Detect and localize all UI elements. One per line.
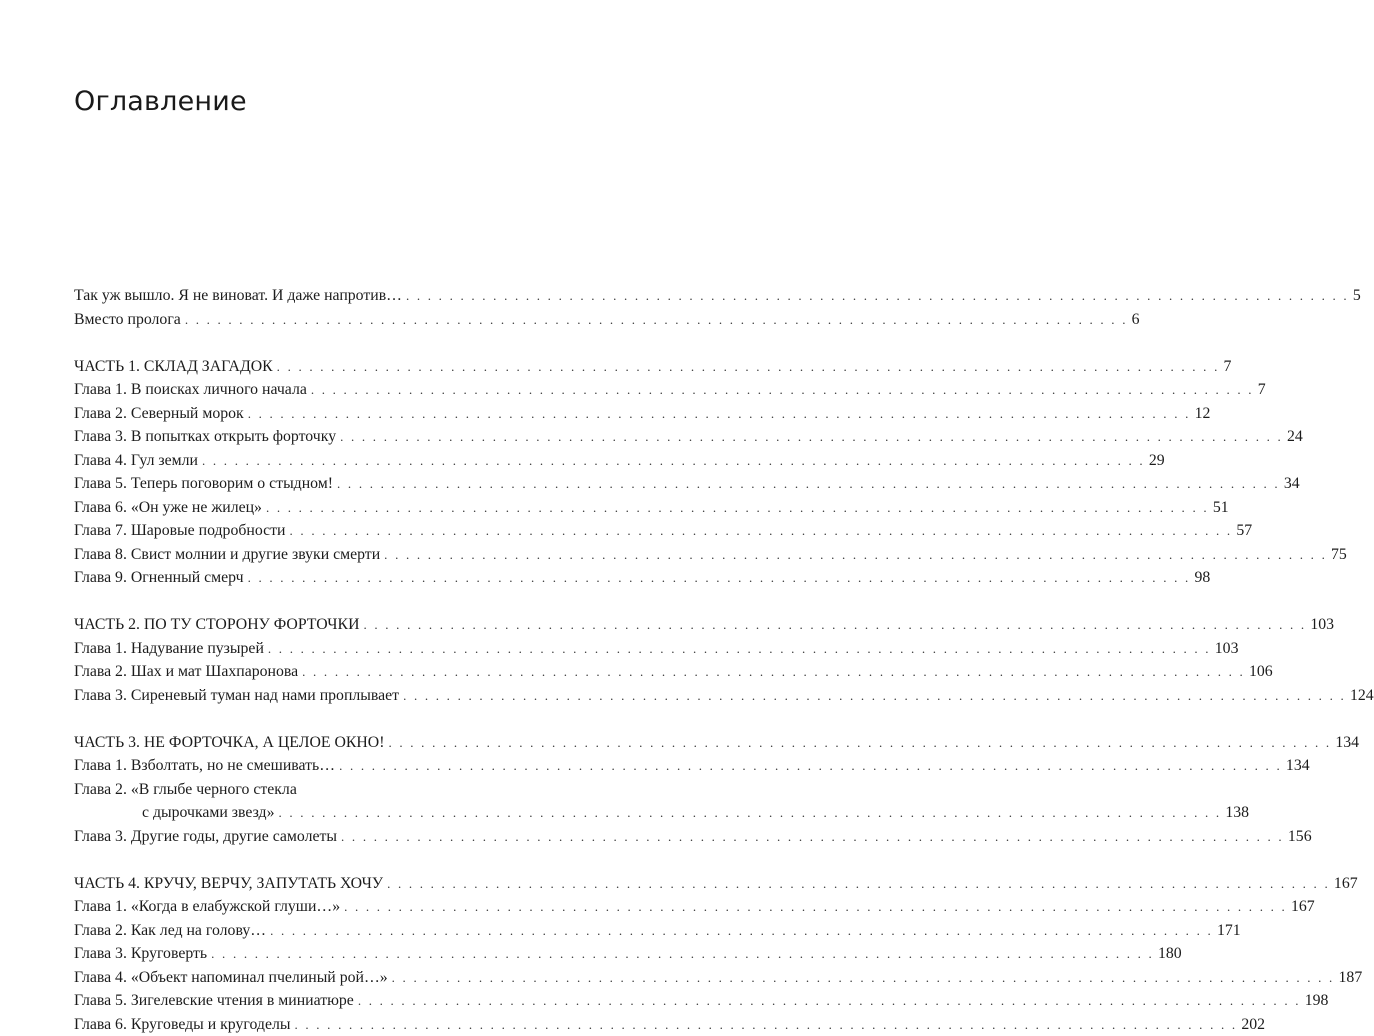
toc-entry[interactable] [74, 425, 526, 449]
toc-page-number: 34 [1284, 472, 1300, 496]
toc-entry[interactable] [74, 989, 526, 1013]
toc-entry[interactable] [74, 402, 526, 426]
toc-page-number: 6 [1132, 308, 1140, 332]
section-gap [74, 848, 526, 872]
toc-page-number: 202 [1241, 1013, 1265, 1036]
dot-leader: . . . . . . . . . . . . . . . . . . . . . . . . . . . . . . . . . . . . . . . . . . . . . . . . . . . . . . . . . . . . . . . . . . . . . . . . . . . . . . . . . . . . . . . [363, 613, 1306, 637]
toc-entry[interactable] [74, 731, 526, 755]
section-gap [74, 590, 526, 614]
dot-leader: . . . . . . . . . . . . . . . . . . . . . . . . . . . . . . . . . . . . . . . . . . . . . . . . . . . . . . . . . . . . . . . . . . . . . . . . . . . . . . . . . . . . . . . [358, 989, 1301, 1013]
toc-entry-title: ЧАСТЬ 3. НЕ ФОРТОЧКА, А ЦЕЛОЕ ОКНО! [74, 731, 384, 755]
toc-page-number: 103 [1215, 637, 1239, 661]
dot-leader: . . . . . . . . . . . . . . . . . . . . . . . . . . . . . . . . . . . . . . . . . . . . . . . . . . . . . . . . . . . . . . . . . . . . . . . . . . . . . . . . . . . . . . . [268, 637, 1211, 661]
toc-entry-title: Так уж вышло. Я не виноват. И даже напротив… [74, 284, 402, 308]
toc-page-number: 187 [1339, 966, 1363, 990]
toc-entry[interactable] [74, 472, 526, 496]
toc-entry-title[interactable]: Глава 2. «В глыбе черного стекла [74, 778, 526, 802]
toc-entry-title: Глава 7. Шаровые подробности [74, 519, 286, 543]
toc-page-number: 24 [1287, 425, 1303, 449]
toc-page-number: 167 [1334, 872, 1358, 896]
toc-entry-title: Глава 1. «Когда в елабужской глуши…» [74, 895, 340, 919]
toc-entry-title: Глава 2. Как лед на голову… [74, 919, 266, 943]
toc-entry-title: Глава 5. Теперь поговорим о стыдном! [74, 472, 333, 496]
toc-page-number: 5 [1353, 284, 1361, 308]
toc-entry[interactable] [74, 519, 526, 543]
toc-entry-title: Глава 3. В попытках открыть форточку [74, 425, 336, 449]
toc-page-number: 167 [1291, 895, 1315, 919]
toc-entry-title: ЧАСТЬ 2. ПО ТУ СТОРОНУ ФОРТОЧКИ [74, 613, 359, 637]
toc-entry-title: Глава 4. Гул земли [74, 449, 198, 473]
toc-entry[interactable] [74, 449, 526, 473]
dot-leader: . . . . . . . . . . . . . . . . . . . . . . . . . . . . . . . . . . . . . . . . . . . . . . . . . . . . . . . . . . . . . . . . . . . . . . . . . . . . . . . . . . . . . . . [211, 942, 1154, 966]
toc-page-number: 7 [1258, 378, 1266, 402]
dot-leader: . . . . . . . . . . . . . . . . . . . . . . . . . . . . . . . . . . . . . . . . . . . . . . . . . . . . . . . . . . . . . . . . . . . . . . . . . . . . . . . . . . . . . . . [337, 472, 1280, 496]
toc-entry[interactable] [74, 543, 526, 567]
toc-entry-title: Глава 3. Сиреневый туман над нами проплывает [74, 684, 399, 708]
toc-entry[interactable] [74, 308, 526, 332]
dot-leader: . . . . . . . . . . . . . . . . . . . . . . . . . . . . . . . . . . . . . . . . . . . . . . . . . . . . . . . . . . . . . . . . . . . . . . . . . . . . . . . . . . . . . . . [185, 308, 1128, 332]
toc-entry[interactable] [74, 919, 526, 943]
section-gap [74, 331, 526, 355]
dot-leader: . . . . . . . . . . . . . . . . . . . . . . . . . . . . . . . . . . . . . . . . . . . . . . . . . . . . . . . . . . . . . . . . . . . . . . . . . . . . . . . . . . . . . . . [311, 378, 1254, 402]
toc-entry-title: Глава 9. Огненный смерч [74, 566, 244, 590]
toc-entry[interactable] [74, 895, 526, 919]
toc-entry[interactable] [74, 966, 526, 990]
toc-entry[interactable] [74, 872, 526, 896]
toc-entry-title-continuation: с дырочками звезд» [74, 801, 275, 825]
dot-leader: . . . . . . . . . . . . . . . . . . . . . . . . . . . . . . . . . . . . . . . . . . . . . . . . . . . . . . . . . . . . . . . . . . . . . . . . . . . . . . . . . . . . . . . [277, 355, 1220, 379]
toc-entry-title: Глава 3. Круговерть [74, 942, 207, 966]
toc-entry-title: ЧАСТЬ 4. КРУЧУ, ВЕРЧУ, ЗАПУТАТЬ ХОЧУ [74, 872, 383, 896]
toc-entry-title: Глава 2. Шах и мат Шахпаронова [74, 660, 298, 684]
toc-entry[interactable] [74, 801, 526, 825]
toc-entry[interactable] [74, 496, 526, 520]
toc-page-number: 124 [1350, 684, 1374, 708]
toc-page-number: 98 [1194, 566, 1210, 590]
toc-entry-title: Глава 6. Круговеды и кругоделы [74, 1013, 290, 1036]
toc-page-number: 75 [1331, 543, 1347, 567]
toc-page-number: 138 [1225, 801, 1249, 825]
dot-leader: . . . . . . . . . . . . . . . . . . . . . . . . . . . . . . . . . . . . . . . . . . . . . . . . . . . . . . . . . . . . . . . . . . . . . . . . . . . . . . . . . . . . . . . [266, 496, 1209, 520]
dot-leader: . . . . . . . . . . . . . . . . . . . . . . . . . . . . . . . . . . . . . . . . . . . . . . . . . . . . . . . . . . . . . . . . . . . . . . . . . . . . . . . . . . . . . . . [392, 966, 1335, 990]
toc-entry[interactable] [74, 825, 526, 849]
toc-entry-title: Глава 1. В поисках личного начала [74, 378, 307, 402]
toc-entry-title: Глава 2. Северный морок [74, 402, 244, 426]
table-of-contents [74, 284, 526, 1036]
dot-leader: . . . . . . . . . . . . . . . . . . . . . . . . . . . . . . . . . . . . . . . . . . . . . . . . . . . . . . . . . . . . . . . . . . . . . . . . . . . . . . . . . . . . . . . [279, 801, 1222, 825]
toc-entry[interactable] [74, 637, 526, 661]
toc-entry[interactable] [74, 613, 526, 637]
toc-entry-title: Глава 4. «Объект напоминал пчелиный рой…» [74, 966, 388, 990]
dot-leader: . . . . . . . . . . . . . . . . . . . . . . . . . . . . . . . . . . . . . . . . . . . . . . . . . . . . . . . . . . . . . . . . . . . . . . . . . . . . . . . . . . . . . . . [406, 284, 1349, 308]
toc-page-number: 57 [1236, 519, 1252, 543]
toc-page [0, 0, 644, 1000]
toc-entry[interactable] [74, 942, 526, 966]
dot-leader: . . . . . . . . . . . . . . . . . . . . . . . . . . . . . . . . . . . . . . . . . . . . . . . . . . . . . . . . . . . . . . . . . . . . . . . . . . . . . . . . . . . . . . . [202, 449, 1145, 473]
toc-entry[interactable] [74, 754, 526, 778]
section-gap [74, 707, 526, 731]
toc-page-number: 180 [1158, 942, 1182, 966]
dot-leader: . . . . . . . . . . . . . . . . . . . . . . . . . . . . . . . . . . . . . . . . . . . . . . . . . . . . . . . . . . . . . . . . . . . . . . . . . . . . . . . . . . . . . . . [248, 402, 1191, 426]
toc-page-number: 134 [1286, 754, 1310, 778]
toc-entry-title: Глава 6. «Он уже не жилец» [74, 496, 262, 520]
toc-entry[interactable] [74, 378, 526, 402]
dot-leader: . . . . . . . . . . . . . . . . . . . . . . . . . . . . . . . . . . . . . . . . . . . . . . . . . . . . . . . . . . . . . . . . . . . . . . . . . . . . . . . . . . . . . . . [340, 425, 1283, 449]
page-title: Оглавление [74, 86, 247, 117]
dot-leader: . . . . . . . . . . . . . . . . . . . . . . . . . . . . . . . . . . . . . . . . . . . . . . . . . . . . . . . . . . . . . . . . . . . . . . . . . . . . . . . . . . . . . . . [387, 872, 1330, 896]
dot-leader: . . . . . . . . . . . . . . . . . . . . . . . . . . . . . . . . . . . . . . . . . . . . . . . . . . . . . . . . . . . . . . . . . . . . . . . . . . . . . . . . . . . . . . . [294, 1013, 1237, 1036]
dot-leader: . . . . . . . . . . . . . . . . . . . . . . . . . . . . . . . . . . . . . . . . . . . . . . . . . . . . . . . . . . . . . . . . . . . . . . . . . . . . . . . . . . . . . . . [341, 825, 1284, 849]
dot-leader: . . . . . . . . . . . . . . . . . . . . . . . . . . . . . . . . . . . . . . . . . . . . . . . . . . . . . . . . . . . . . . . . . . . . . . . . . . . . . . . . . . . . . . . [270, 919, 1213, 943]
toc-entry-title: Глава 1. Надувание пузырей [74, 637, 264, 661]
toc-page-number: 171 [1217, 919, 1241, 943]
toc-entry[interactable] [74, 660, 526, 684]
dot-leader: . . . . . . . . . . . . . . . . . . . . . . . . . . . . . . . . . . . . . . . . . . . . . . . . . . . . . . . . . . . . . . . . . . . . . . . . . . . . . . . . . . . . . . . [344, 895, 1287, 919]
toc-page-number: 51 [1213, 496, 1229, 520]
toc-entry[interactable] [74, 566, 526, 590]
toc-entry-title: ЧАСТЬ 1. СКЛАД ЗАГАДОК [74, 355, 273, 379]
toc-entry[interactable] [74, 284, 526, 308]
dot-leader: . . . . . . . . . . . . . . . . . . . . . . . . . . . . . . . . . . . . . . . . . . . . . . . . . . . . . . . . . . . . . . . . . . . . . . . . . . . . . . . . . . . . . . . [384, 543, 1327, 567]
dot-leader: . . . . . . . . . . . . . . . . . . . . . . . . . . . . . . . . . . . . . . . . . . . . . . . . . . . . . . . . . . . . . . . . . . . . . . . . . . . . . . . . . . . . . . . [339, 754, 1282, 778]
toc-entry[interactable] [74, 684, 526, 708]
toc-entry-title: Глава 5. Зигелевские чтения в миниатюре [74, 989, 354, 1013]
toc-page-number: 7 [1224, 355, 1232, 379]
dot-leader: . . . . . . . . . . . . . . . . . . . . . . . . . . . . . . . . . . . . . . . . . . . . . . . . . . . . . . . . . . . . . . . . . . . . . . . . . . . . . . . . . . . . . . . [290, 519, 1233, 543]
toc-entry-title: Глава 8. Свист молнии и другие звуки смерти [74, 543, 380, 567]
toc-entry-title: Глава 3. Другие годы, другие самолеты [74, 825, 337, 849]
toc-page-number: 198 [1305, 989, 1329, 1013]
toc-page-number: 103 [1310, 613, 1334, 637]
toc-entry[interactable] [74, 355, 526, 379]
toc-page-number: 29 [1149, 449, 1165, 473]
toc-page-number: 156 [1288, 825, 1312, 849]
dot-leader: . . . . . . . . . . . . . . . . . . . . . . . . . . . . . . . . . . . . . . . . . . . . . . . . . . . . . . . . . . . . . . . . . . . . . . . . . . . . . . . . . . . . . . . [388, 731, 1331, 755]
toc-page-number: 12 [1195, 402, 1211, 426]
toc-page-number: 134 [1335, 731, 1359, 755]
dot-leader: . . . . . . . . . . . . . . . . . . . . . . . . . . . . . . . . . . . . . . . . . . . . . . . . . . . . . . . . . . . . . . . . . . . . . . . . . . . . . . . . . . . . . . . [403, 684, 1346, 708]
toc-page-number: 106 [1249, 660, 1273, 684]
dot-leader: . . . . . . . . . . . . . . . . . . . . . . . . . . . . . . . . . . . . . . . . . . . . . . . . . . . . . . . . . . . . . . . . . . . . . . . . . . . . . . . . . . . . . . . [248, 566, 1191, 590]
dot-leader: . . . . . . . . . . . . . . . . . . . . . . . . . . . . . . . . . . . . . . . . . . . . . . . . . . . . . . . . . . . . . . . . . . . . . . . . . . . . . . . . . . . . . . . [302, 660, 1245, 684]
toc-entry-title: Глава 1. Взболтать, но не смешивать… [74, 754, 335, 778]
toc-entry[interactable] [74, 1013, 526, 1036]
toc-entry-title: Вместо пролога [74, 308, 181, 332]
